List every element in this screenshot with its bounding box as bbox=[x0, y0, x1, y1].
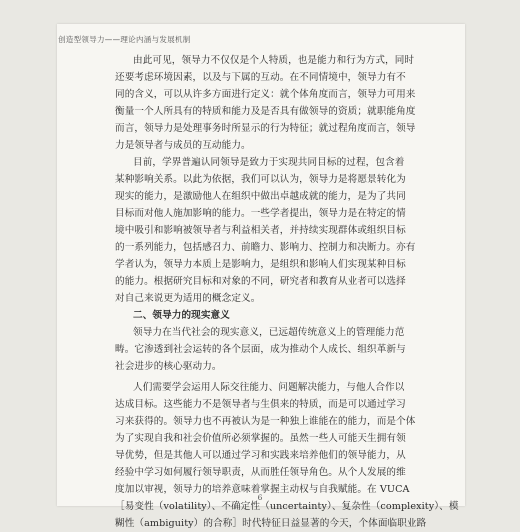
paragraph-3 bbox=[115, 324, 405, 375]
text-line: 人们需要学会运用人际交往能力、问题解决能力，与他人合作以 bbox=[133, 382, 405, 393]
paragraph-4 bbox=[115, 379, 459, 532]
text-line: 现实的能力，是激励他人在组织中做出卓越成就的能力，是为了共同 bbox=[115, 191, 406, 202]
text-line: 同的含义，可以从许多方面进行定义：就个体角度而言，领导力可用来 bbox=[115, 89, 416, 100]
text-line: 经验中学习如何履行领导职责，从而胜任领导角色。从个人发展的维 bbox=[115, 467, 406, 478]
text-line: 某种影响关系。以此为依据，我们可以认为，领导力是将愿景转化为 bbox=[115, 174, 406, 185]
section-heading: 二、领导力的现实意义 bbox=[133, 310, 230, 321]
text-line: 度加以审视，领导力的培养意味着掌握主动权与自我赋能。在 VUCA bbox=[115, 484, 410, 495]
text-line: 目标而对他人施加影响的能力。一些学者提出，领导力是在特定的情 bbox=[115, 208, 406, 219]
running-head: 创造型领导力——理论内涵与发展机制 bbox=[58, 35, 191, 44]
text-line: 目前，学界普遍认同领导是致力于实现共同目标的过程，包含着 bbox=[133, 157, 405, 168]
page-body bbox=[115, 52, 459, 532]
page-number: 6 bbox=[257, 493, 263, 502]
paragraph-1 bbox=[115, 52, 416, 154]
text-line: 的一系列能力，包括感召力、前瞻力、影响力、控制力和决断力。亦有 bbox=[115, 242, 416, 253]
text-line: ［易变性（volatility）、不确定性（uncertainty）、复杂性（complexity）、模 bbox=[115, 501, 459, 512]
text-line: 力是领导者与成员的互动能力。 bbox=[115, 140, 251, 151]
text-line: 对自己来说更为适用的概念定义。 bbox=[115, 293, 261, 304]
text-line: 的能力。根据研究目标和对象的不同，研究者和教育从业者可以选择 bbox=[115, 276, 406, 287]
text-line: 衡量一个人所具有的特质和能力及是否具有做领导的资质；就职能角度 bbox=[115, 106, 416, 117]
text-line: 糊性（ambiguity）的合称］时代特征日益显著的今天，个体面临职业路 bbox=[115, 518, 427, 529]
text-line: 境中吸引和影响被领导者与利益相关者，并持续实现群体或组织目标 bbox=[115, 225, 406, 236]
text-line: 达成目标。这些能力不是领导者与生俱来的特质，而是可以通过学习 bbox=[115, 399, 406, 410]
text-line: 而言，领导力是处理事务时所显示的行为特征；就过程角度而言，领导 bbox=[115, 123, 416, 134]
text-line: 为了实现自我和社会价值所必须掌握的。虽然一些人可能天生拥有领 bbox=[115, 433, 406, 444]
text-line: 学者认为，领导力本质上是影响力，是组织和影响人们实现某种目标 bbox=[115, 259, 406, 270]
text-line: 畴。它渗透到社会运转的各个层面，成为推动个人成长、组织革新与 bbox=[115, 344, 406, 355]
text-line: 导优势，但是其他人可以通过学习和实践来培养他们的领导能力，从 bbox=[115, 450, 406, 461]
text-line: 领导力在当代社会的现实意义，已远超传统意义上的管理能力范 bbox=[133, 327, 405, 338]
text-line: 习来获得的。领导力也不再被认为是一种独上谁能在的能力，而是个体 bbox=[115, 416, 416, 427]
paragraph-2 bbox=[115, 154, 416, 307]
text-line: 由此可见，领导力不仅仅是个人特质，也是能力和行为方式，同时 bbox=[133, 55, 415, 66]
text-line: 还要考虑环境因素，以及与下属的互动。在不同情境中，领导力有不 bbox=[115, 72, 406, 83]
text-line: 社会进步的核心驱动力。 bbox=[115, 361, 222, 372]
